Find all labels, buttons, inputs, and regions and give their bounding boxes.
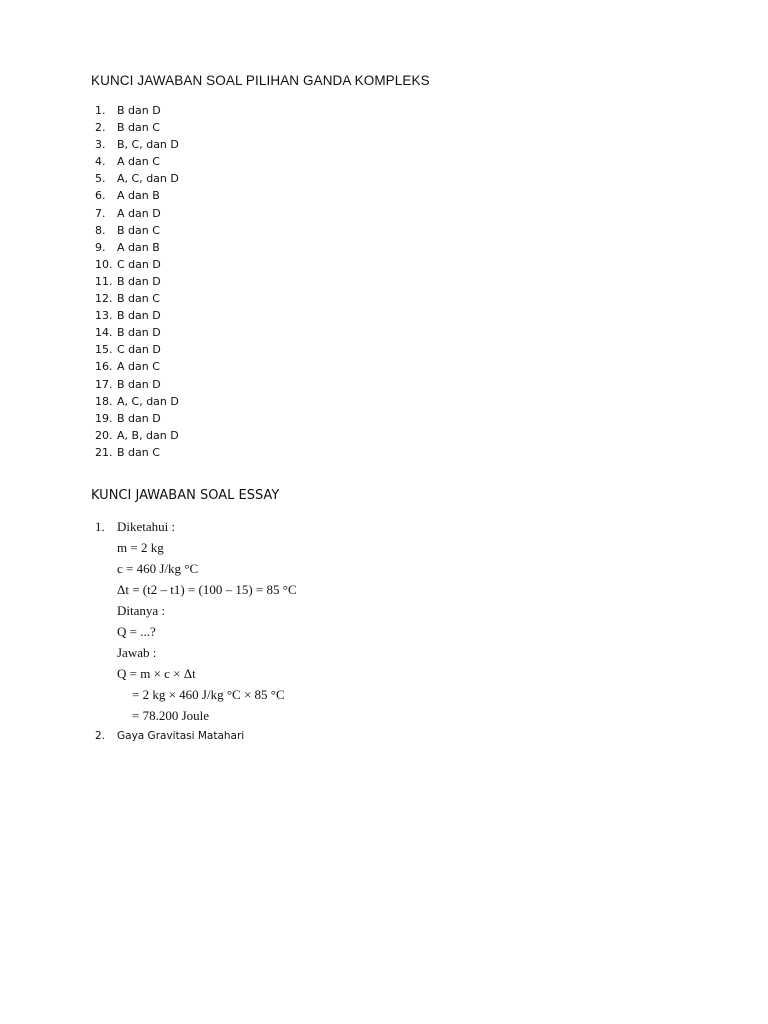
list-item [95, 444, 179, 461]
list-item [95, 205, 179, 222]
list-item [95, 290, 179, 307]
item-number: 10. [95, 257, 113, 271]
list-item [95, 324, 179, 341]
item-number: 2. [95, 121, 106, 135]
item-text: B dan C [117, 121, 160, 135]
list-item [95, 256, 179, 273]
item-number: 18. [95, 394, 113, 408]
item-text: B dan D [117, 104, 161, 117]
list-item [95, 393, 179, 410]
essay-text: Diketahui : [117, 519, 176, 534]
item-number: 13. [95, 309, 113, 323]
item-text: B dan D [117, 274, 161, 288]
essay-text: Q = m × c × Δt [117, 666, 196, 681]
item-number: 4. [95, 155, 106, 169]
item-number: 8. [95, 223, 106, 237]
item-number: 5. [95, 172, 106, 186]
essay-text: Ditanya : [117, 603, 166, 618]
essay-number: 1. [95, 519, 105, 534]
item-text: A dan C [117, 155, 160, 169]
essay-text: Q = ...? [117, 624, 156, 639]
list-item [95, 187, 179, 204]
item-text: A dan B [117, 189, 160, 203]
list-item [95, 239, 179, 256]
item-text: B dan D [117, 326, 161, 340]
item-number: 11. [95, 274, 113, 288]
list-item [95, 153, 179, 170]
item-number: 1. [95, 104, 106, 117]
essay-text: c = 460 J/kg °C [117, 561, 199, 576]
list-item [95, 222, 179, 239]
item-text: B dan C [117, 445, 160, 459]
list-item [95, 358, 179, 375]
item-number: 20. [95, 428, 113, 442]
item-number: 17. [95, 377, 113, 391]
item-text: A dan C [117, 360, 160, 374]
item-text: B dan D [117, 309, 161, 323]
list-item [95, 273, 179, 290]
item-number: 19. [95, 411, 113, 425]
list-item [95, 427, 179, 444]
item-text: B, C, dan D [117, 138, 179, 152]
essay-number: 2. [95, 730, 106, 742]
item-text: A, C, dan D [117, 394, 179, 408]
list-item [95, 307, 179, 324]
item-text: C dan D [117, 343, 161, 357]
item-text: A, C, dan D [117, 172, 179, 186]
item-number: 3. [95, 138, 106, 152]
essay-text: = 78.200 Joule [132, 708, 210, 723]
heading-essay: KUNCI JAWABAN SOAL ESSAY [91, 488, 280, 503]
list-item [95, 119, 179, 136]
list-item [95, 376, 179, 393]
item-text: B dan D [117, 411, 161, 425]
item-number: 12. [95, 292, 113, 306]
list-item [95, 170, 179, 187]
item-text: B dan D [117, 377, 161, 391]
item-text: A, B, dan D [117, 428, 179, 442]
item-number: 21. [95, 445, 113, 459]
item-number: 14. [95, 326, 113, 340]
list-item [95, 102, 179, 119]
item-text: A dan D [117, 206, 161, 220]
item-number: 16. [95, 360, 113, 374]
list-item [95, 410, 179, 427]
heading-multiple-choice: KUNCI JAWABAN SOAL PILIHAN GANDA KOMPLEKS [91, 73, 430, 88]
item-text: A dan B [117, 240, 160, 254]
essay-text: Gaya Gravitasi Matahari [117, 730, 245, 742]
item-text: B dan C [117, 223, 160, 237]
item-number: 6. [95, 189, 106, 203]
essay-text: Jawab : [117, 645, 157, 660]
list-item [95, 341, 179, 358]
essay-text: Δt = (t2 – t1) = (100 – 15) = 85 °C [117, 582, 297, 597]
essay-text: = 2 kg × 460 J/kg °C × 85 °C [132, 687, 285, 702]
item-number: 7. [95, 206, 106, 220]
item-number: 9. [95, 240, 106, 254]
item-number: 15. [95, 343, 113, 357]
list-item [95, 136, 179, 153]
item-text: C dan D [117, 257, 161, 271]
multiple-choice-answer-list [95, 102, 179, 461]
item-text: B dan C [117, 292, 160, 306]
essay-text: m = 2 kg [117, 540, 164, 555]
